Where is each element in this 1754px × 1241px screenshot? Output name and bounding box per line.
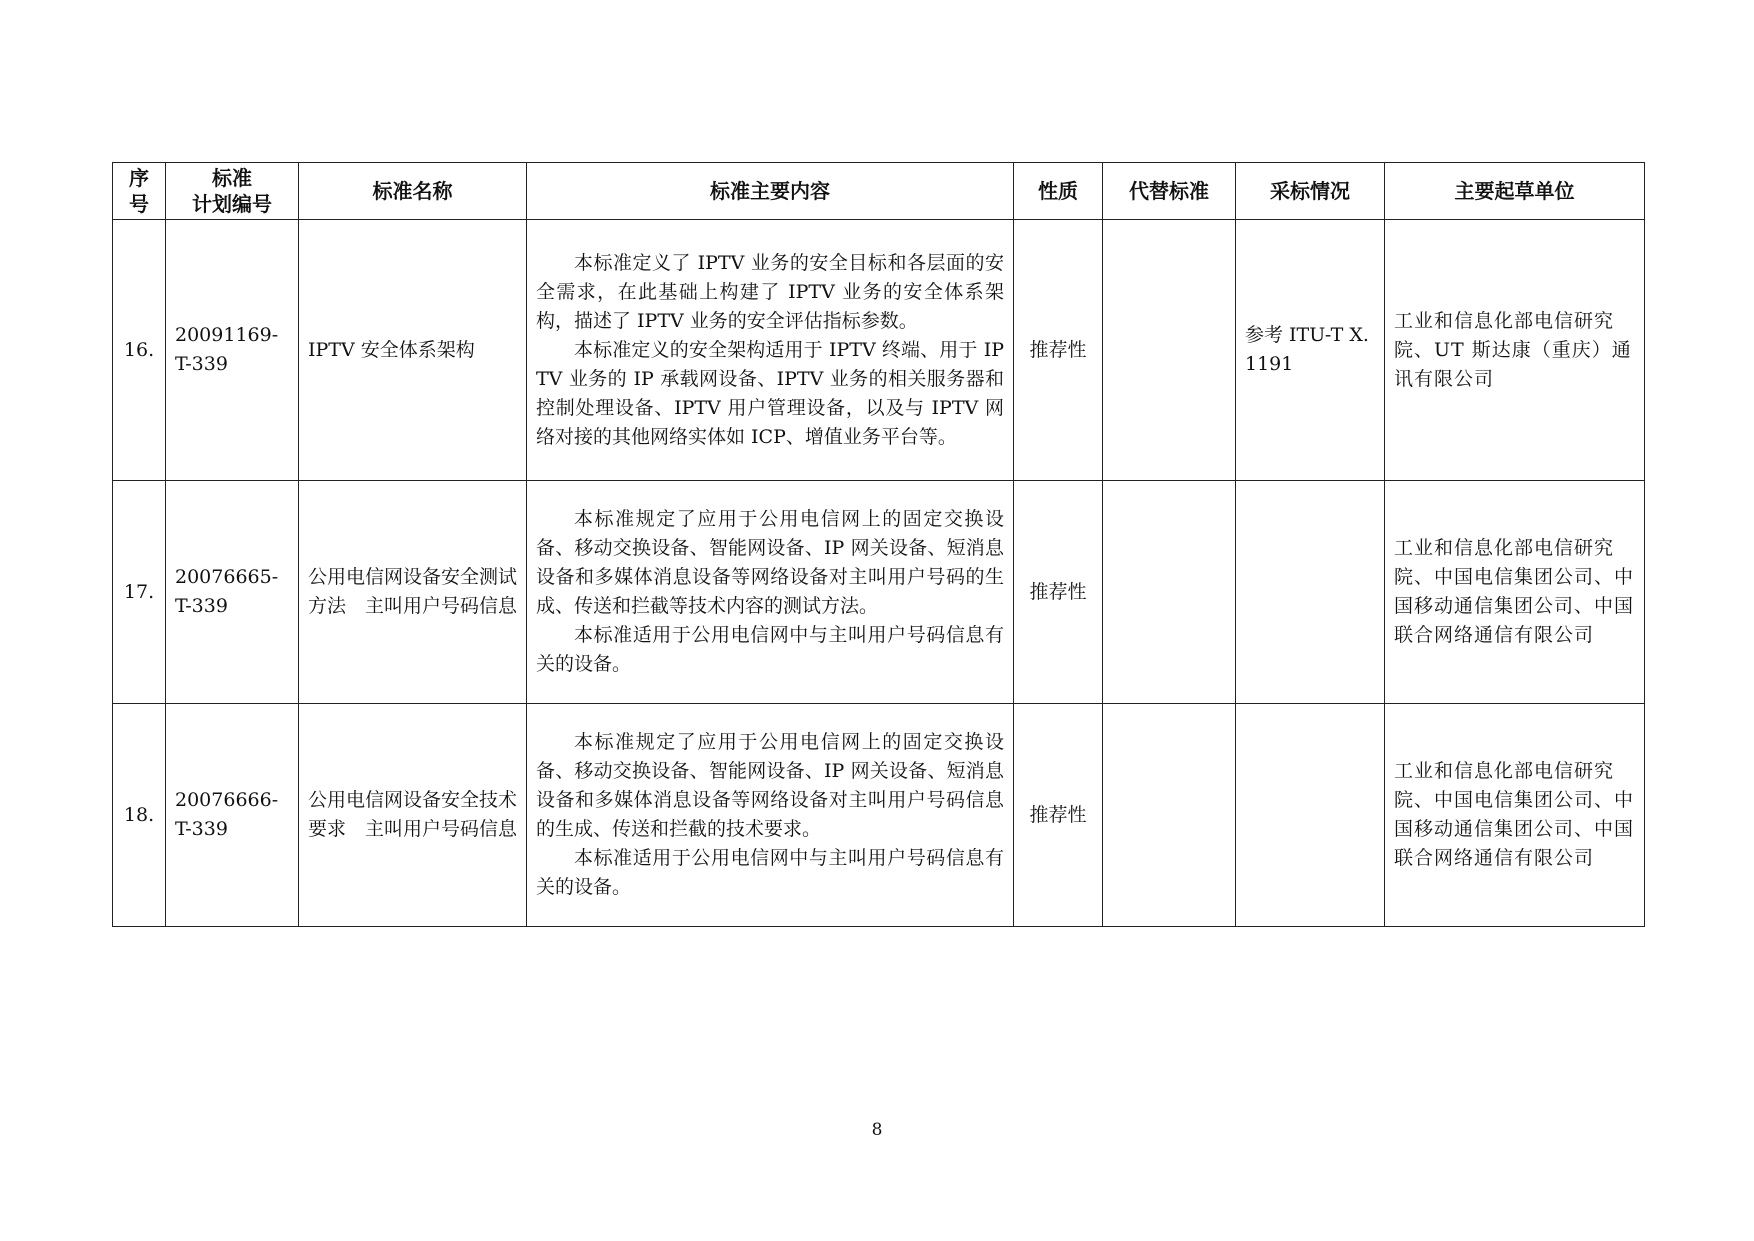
- content-paragraph: 本标准规定了应用于公用电信网上的固定交换设备、移动交换设备、智能网设备、IP 网关设备、短消息设备和多媒体消息设备等网络设备对主叫用户号码的生成、传送和拦截等技术内容的测试方法。: [536, 508, 1004, 617]
- drafting-org: 工业和信息化部电信研究院、中国电信集团公司、中国移动通信集团公司、中国联合网络通信有限公司: [1385, 704, 1645, 927]
- row-number: 16.: [113, 220, 166, 481]
- content-paragraph: 本标准定义了 IPTV 业务的安全目标和各层面的安全需求，在此基础上构建了 IPTV 业务的安全体系架构，描述了 IPTV 业务的安全评估指标参数。: [536, 251, 1004, 332]
- standard-name: 公用电信网设备安全测试方法 主叫用户号码信息: [299, 481, 527, 704]
- header-standard-name: 标准名称: [299, 163, 527, 220]
- header-adoption: 采标情况: [1236, 163, 1385, 220]
- plan-number: 20091169-T-339: [166, 220, 299, 481]
- header-main-content: 标准主要内容: [527, 163, 1014, 220]
- header-plan-number: [166, 163, 299, 220]
- replaced-standard: [1103, 481, 1236, 704]
- drafting-org: 工业和信息化部电信研究院、UT 斯达康（重庆）通讯有限公司: [1385, 220, 1645, 481]
- header-plan-line-1: 标准: [212, 166, 252, 190]
- page-number: 8: [871, 1120, 883, 1140]
- standard-name: 公用电信网设备安全技术要求 主叫用户号码信息: [299, 704, 527, 927]
- table-header-row: [113, 163, 1645, 220]
- adoption: [1236, 481, 1385, 704]
- table-row: [113, 481, 1645, 704]
- header-drafting-org: 主要起草单位: [1385, 163, 1645, 220]
- header-plan-line-2: 计划编号: [192, 192, 272, 216]
- drafting-org: 工业和信息化部电信研究院、中国电信集团公司、中国移动通信集团公司、中国联合网络通信有限公司: [1385, 481, 1645, 704]
- header-no-line-2: 号: [129, 192, 149, 216]
- table-row: [113, 704, 1645, 927]
- replaced-standard: [1103, 704, 1236, 927]
- standards-table: [112, 162, 1645, 927]
- table-row: [113, 220, 1645, 481]
- row-number: 18.: [113, 704, 166, 927]
- plan-number: 20076666-T-339: [166, 704, 299, 927]
- nature: 推荐性: [1014, 481, 1103, 704]
- adoption: 参考 ITU-T X.1191: [1236, 220, 1385, 481]
- content-paragraph: 本标准定义的安全架构适用于 IPTV 终端、用于 IPTV 业务的 IP 承载网设备、IPTV 业务的相关服务器和控制处理设备、IPTV 用户管理设备，以及与 IPTV 网络对接的其他网络实体如 ICP、增值业务平台等。: [536, 338, 1004, 448]
- main-content: [527, 704, 1014, 927]
- content-paragraph: 本标准适用于公用电信网中与主叫用户号码信息有关的设备。: [536, 847, 1004, 898]
- nature: 推荐性: [1014, 220, 1103, 481]
- replaced-standard: [1103, 220, 1236, 481]
- main-content: [527, 481, 1014, 704]
- content-paragraph: 本标准规定了应用于公用电信网上的固定交换设备、移动交换设备、智能网设备、IP 网关设备、短消息设备和多媒体消息设备等网络设备对主叫用户号码信息的生成、传送和拦截的技术要求。: [536, 731, 1004, 840]
- main-content: [527, 220, 1014, 481]
- adoption: [1236, 704, 1385, 927]
- row-number: 17.: [113, 481, 166, 704]
- standard-name: IPTV 安全体系架构: [299, 220, 527, 481]
- header-no: [113, 163, 166, 220]
- content-paragraph: 本标准适用于公用电信网中与主叫用户号码信息有关的设备。: [536, 624, 1004, 675]
- plan-number: 20076665-T-339: [166, 481, 299, 704]
- header-replaced-standard: 代替标准: [1103, 163, 1236, 220]
- nature: 推荐性: [1014, 704, 1103, 927]
- header-nature: 性质: [1014, 163, 1103, 220]
- header-no-line-1: 序: [129, 166, 149, 190]
